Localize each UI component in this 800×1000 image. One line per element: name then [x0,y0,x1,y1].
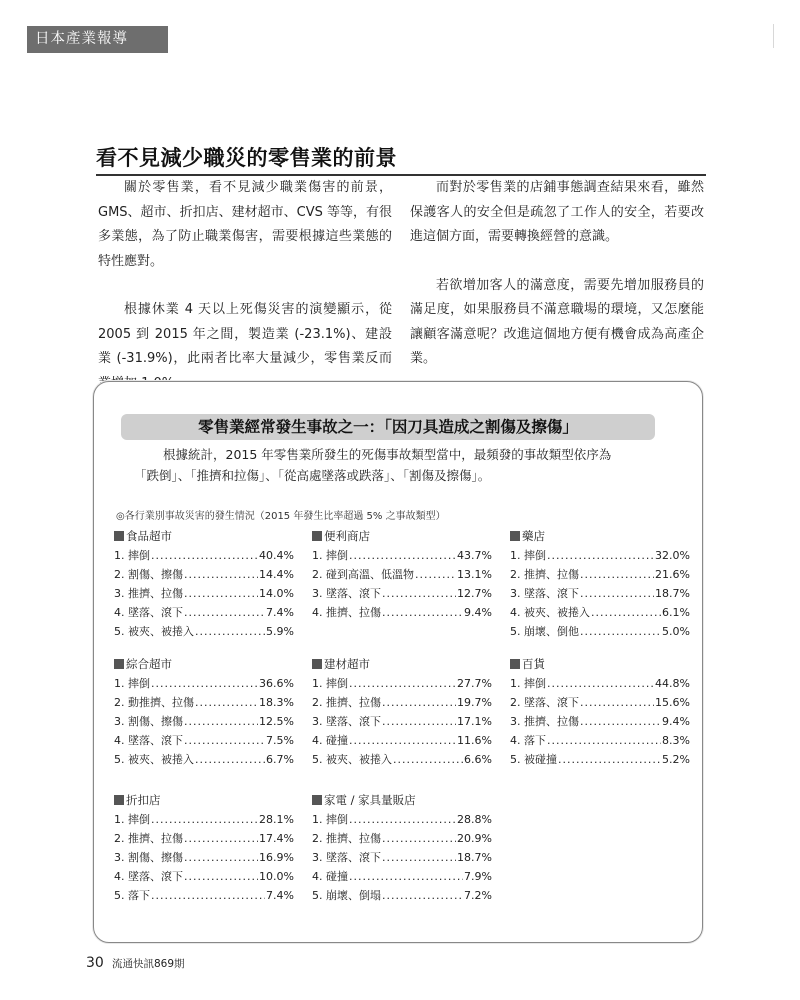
accident-type: 1. 摔倒 [510,549,546,562]
leader-dots [547,546,654,565]
leader-dots [184,565,258,584]
leader-dots [151,810,258,829]
accident-rate: 32.0% [655,549,690,562]
accident-type: 2. 推擠、拉傷 [510,568,579,581]
box-intro-line: 「跌倒」、「推擠和拉傷」、「從高處墜落或跌落」、「割傷及擦傷」。 [134,468,491,483]
accident-rate: 21.6% [655,568,690,581]
accident-type: 3. 墜落、滾下 [312,715,381,728]
accident-row [114,848,294,867]
accident-type: 4. 墜落、滾下 [114,606,183,619]
leader-dots [382,829,456,848]
leader-dots [591,603,661,622]
accident-rate: 7.4% [266,889,294,902]
leader-dots [184,731,265,750]
section-tag: 日本產業報導 [27,26,168,53]
accident-rate: 6.7% [266,753,294,766]
square-bullet-icon [114,659,124,669]
accident-type: 3. 割傷、擦傷 [114,715,183,728]
accident-row [312,584,492,603]
accident-type: 5. 被碰撞 [510,753,557,766]
accident-row [114,674,294,693]
leader-dots [580,565,654,584]
industry-group-title [114,656,294,672]
industry-group-title [510,528,690,544]
accident-row [114,584,294,603]
corner-rule [773,24,774,48]
leader-dots [184,848,258,867]
industry-group [510,528,690,641]
leader-dots [558,750,661,769]
accident-type: 3. 推擠、拉傷 [510,715,579,728]
accident-rate: 43.7% [457,549,492,562]
industry-name: 折扣店 [126,793,161,807]
accident-rate: 8.3% [662,734,690,747]
accident-rate: 13.1% [457,568,492,581]
leader-dots [382,584,456,603]
leader-dots [382,693,456,712]
square-bullet-icon [114,531,124,541]
accident-rate: 18.7% [655,587,690,600]
body-paragraph: 若欲增加客人的滿意度，需要先增加服務員的滿足度，如果服務員不滿意職場的環境，又怎麼能讓顧客滿意呢？改進這個地方便有機會成為高產企業。 [410,277,704,366]
accident-type: 2. 推擠、拉傷 [312,832,381,845]
accident-row [312,565,492,584]
leader-dots [151,674,258,693]
square-bullet-icon [510,659,520,669]
accident-row [312,810,492,829]
accident-type: 5. 被夾、被捲入 [114,753,194,766]
leader-dots [195,750,265,769]
accident-type: 2. 推擠、拉傷 [312,696,381,709]
leader-dots [382,712,456,731]
accident-row [510,565,690,584]
accident-row [114,810,294,829]
leader-dots [195,622,265,641]
leader-dots [393,750,463,769]
accident-row [114,622,294,641]
industry-group [114,792,294,905]
accident-row [114,731,294,750]
leader-dots [151,546,258,565]
accident-rate: 5.9% [266,625,294,638]
accident-rate: 9.4% [464,606,492,619]
leader-dots [349,731,456,750]
leader-dots [184,712,258,731]
square-bullet-icon [312,795,322,805]
box-intro-line: 根據統計，2015 年零售業所發生的死傷事故類型當中，最頻發的事故類型依序為 [163,447,612,462]
accident-row [312,750,492,769]
leader-dots [547,731,661,750]
leader-dots [415,565,456,584]
accident-type: 1. 摔倒 [114,677,150,690]
industry-group [312,656,492,769]
square-bullet-icon [312,531,322,541]
accident-row [114,829,294,848]
page-number: 30 [86,955,104,971]
accident-row [312,674,492,693]
accident-row [114,603,294,622]
leader-dots [580,622,661,641]
leader-dots [547,674,654,693]
accident-type: 2. 碰到高溫、低溫物 [312,568,414,581]
industry-name: 便利商店 [324,529,370,543]
accident-type: 4. 墜落、滾下 [114,870,183,883]
leader-dots [349,810,456,829]
accident-rate: 6.1% [662,606,690,619]
accident-rate: 7.4% [266,606,294,619]
accident-type: 5. 崩壞、倒塌 [312,889,381,902]
accident-row [114,693,294,712]
accident-rate: 12.7% [457,587,492,600]
accident-type: 5. 崩壞、倒他 [510,625,579,638]
industry-name: 藥店 [522,529,545,543]
leader-dots [184,867,258,886]
accident-rate: 12.5% [259,715,294,728]
body-paragraph: 關於零售業，看不見減少職業傷害的前景，GMS、超市、折扣店、建材超市、CVS 等等，有很多業態，為了防止職業傷害，需要根據這些業態的特性應對。 [98,180,392,269]
accident-type: 4. 推擠、拉傷 [312,606,381,619]
accident-row [312,731,492,750]
accident-row [312,603,492,622]
accident-rate: 7.9% [464,870,492,883]
accident-rate: 11.6% [457,734,492,747]
accident-type: 3. 割傷、擦傷 [114,851,183,864]
industry-group-title [510,656,690,672]
accident-type: 4. 落下 [510,734,546,747]
accident-type: 1. 摔倒 [312,677,348,690]
accident-row [114,712,294,731]
industry-name: 家電 / 家具量販店 [324,793,416,807]
accident-type: 1. 摔倒 [510,677,546,690]
accident-row [312,829,492,848]
accident-type: 4. 碰撞 [312,870,348,883]
accident-type: 1. 摔倒 [312,549,348,562]
leader-dots [151,886,265,905]
industry-name: 食品超市 [126,529,172,543]
industry-group-title [312,792,492,808]
body-column-right [410,176,704,372]
accident-rate: 14.0% [259,587,294,600]
article-headline: 看不見減少職災的零售業的前景 [96,142,706,176]
accident-row [510,674,690,693]
accident-row [312,867,492,886]
leader-dots [195,693,258,712]
accident-rate: 36.6% [259,677,294,690]
accident-type: 3. 墜落、滾下 [312,587,381,600]
accident-rate: 28.8% [457,813,492,826]
leader-dots [382,603,463,622]
leader-dots [349,546,456,565]
leader-dots [382,848,456,867]
accident-type: 3. 墜落、滾下 [312,851,381,864]
body-paragraph: 而對於零售業的店鋪事態調查結果來看，雖然保護客人的安全但是疏忽了工作人的安全，若要改進這個方面，需要轉換經營的意識。 [410,180,704,244]
industry-group [312,792,492,905]
leader-dots [184,603,265,622]
accident-row [114,546,294,565]
accident-type: 1. 摔倒 [114,549,150,562]
industry-group [312,528,492,622]
accident-type: 5. 落下 [114,889,150,902]
industry-group [114,528,294,641]
square-bullet-icon [114,795,124,805]
leader-dots [580,712,661,731]
industry-group [114,656,294,769]
accident-type: 3. 墜落、滾下 [510,587,579,600]
accident-rate: 7.2% [464,889,492,902]
accident-rate: 18.7% [457,851,492,864]
square-bullet-icon [510,531,520,541]
accident-rate: 9.4% [662,715,690,728]
accident-type: 2. 動推擠、拉傷 [114,696,194,709]
accident-type: 4. 被夾、被捲入 [510,606,590,619]
accident-row [510,546,690,565]
accident-row [510,750,690,769]
accident-rate: 7.5% [266,734,294,747]
accident-rate: 10.0% [259,870,294,883]
body-paragraph: 根據休業 4 天以上死傷災害的演變顯示，從 2005 到 2015 年之間，製造業 (-23.1%)、建設業 (-31.9%)，此兩者比率大量減少，零售業反而 [98,302,392,366]
accident-type: 2. 推擠、拉傷 [114,832,183,845]
accident-row [510,712,690,731]
accident-row [510,603,690,622]
accident-row [312,886,492,905]
accident-type: 2. 割傷、擦傷 [114,568,183,581]
accident-type: 1. 摔倒 [114,813,150,826]
square-bullet-icon [312,659,322,669]
accident-type: 4. 墜落、滾下 [114,734,183,747]
leader-dots [580,693,654,712]
leader-dots [184,584,258,603]
accident-type: 4. 碰撞 [312,734,348,747]
magazine-name: 流通快訊869期 [111,958,185,970]
table-caption: ◎各行業別事故災害的發生情況（2015 年發生比率超過 5% 之事故類型） [116,511,446,522]
industry-accident-grid [114,528,694,928]
industry-name: 綜合超市 [126,657,172,671]
leader-dots [349,867,463,886]
accident-rate: 17.1% [457,715,492,728]
leader-dots [349,674,456,693]
industry-name: 建材超市 [324,657,370,671]
accident-rate: 6.6% [464,753,492,766]
industry-group-title [312,528,492,544]
accident-rate: 27.7% [457,677,492,690]
accident-row [510,693,690,712]
accident-rate: 18.3% [259,696,294,709]
body-column-left [98,176,392,396]
accident-rate: 5.0% [662,625,690,638]
accident-type: 3. 推擠、拉傷 [114,587,183,600]
accident-row [114,565,294,584]
accident-type: 1. 摔倒 [312,813,348,826]
statistics-box [93,381,703,943]
accident-rate: 16.9% [259,851,294,864]
accident-rate: 40.4% [259,549,294,562]
industry-group-title [114,792,294,808]
industry-group-title [114,528,294,544]
industry-group [510,656,690,769]
accident-row [510,622,690,641]
accident-row [312,546,492,565]
leader-dots [382,886,463,905]
accident-rate: 20.9% [457,832,492,845]
accident-row [312,848,492,867]
accident-row [114,750,294,769]
accident-rate: 28.1% [259,813,294,826]
accident-rate: 14.4% [259,568,294,581]
accident-type: 5. 被夾、被捲入 [114,625,194,638]
accident-rate: 19.7% [457,696,492,709]
industry-group-title [312,656,492,672]
accident-type: 2. 墜落、滾下 [510,696,579,709]
accident-row [114,886,294,905]
accident-rate: 15.6% [655,696,690,709]
accident-row [510,731,690,750]
accident-row [312,693,492,712]
accident-row [312,712,492,731]
accident-row [114,867,294,886]
box-intro [134,444,664,486]
accident-type: 5. 被夾、被捲入 [312,753,392,766]
box-title: 零售業經常發生事故之一：「因刀具造成之割傷及擦傷」 [121,414,655,440]
leader-dots [580,584,654,603]
accident-rate: 17.4% [259,832,294,845]
accident-rate: 44.8% [655,677,690,690]
page-footer [86,955,185,971]
leader-dots [184,829,258,848]
industry-name: 百貨 [522,657,545,671]
accident-rate: 5.2% [662,753,690,766]
accident-row [510,584,690,603]
